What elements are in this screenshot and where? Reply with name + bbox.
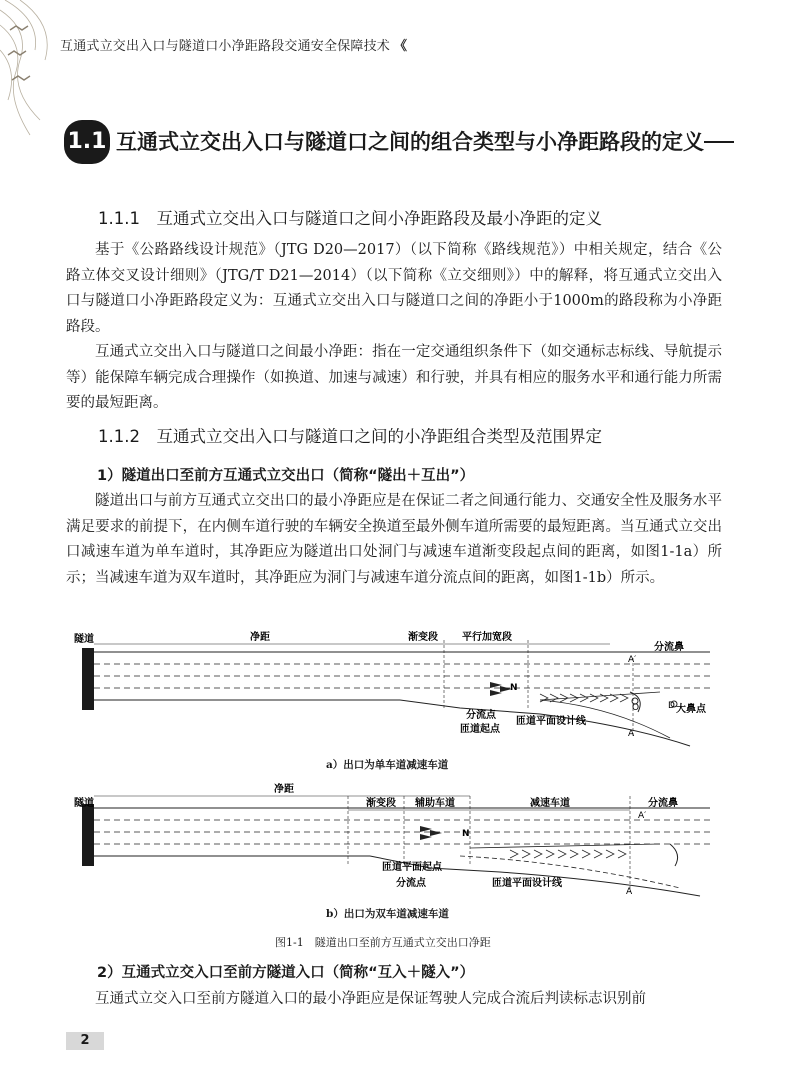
label-tunnel-a: 隧道 xyxy=(74,634,94,645)
label-ramp-line-b: 匝道平面设计线 xyxy=(492,878,562,889)
label-o-a: O xyxy=(632,703,640,713)
label-nose-b: 分流鼻 xyxy=(648,798,678,809)
label-taper-a: 渐变段 xyxy=(408,632,438,643)
label-aux-b: 辅助车道 xyxy=(415,798,455,809)
label-nose-a: 分流鼻 xyxy=(654,642,684,653)
label-taper-b: 渐变段 xyxy=(366,798,396,809)
label-a-a: A xyxy=(628,729,635,739)
paragraph-min-distance: 互通式立交出入口与隧道口之间最小净距：指在一定交通组织条件下（如交通标志标线、导航提示等）能保障车辆完成合理操作（如换道、加速与减速）和行驶，并具有相应的服务水平和通行能力所需要的最短距离。 xyxy=(66,344,722,411)
figure-1-1-caption: 图1-1 隧道出口至前方互通式立交出口净距 xyxy=(275,936,491,949)
paragraph-item-2: 互通式立交入口至前方隧道入口的最小净距应是保证驾驶人完成合流后判读标志识别前 xyxy=(95,991,646,1007)
label-tunnel-b: 隧道 xyxy=(74,798,94,809)
label-a-prime-a: A′ xyxy=(628,655,637,665)
subsection-heading-1-1-1: 1.1.1 互通式立交出入口与隧道口之间小净距路段及最小净距的定义 xyxy=(98,209,602,228)
figure-1-1a-caption: a）出口为单车道减速车道 xyxy=(326,759,449,771)
running-header xyxy=(60,35,407,54)
item-2-heading: 2）互通式立交入口至前方隧道入口（简称“互入＋隧入”） xyxy=(97,965,475,981)
label-diverge-point-b: 分流点 xyxy=(396,878,426,889)
label-clear-b: 净距 xyxy=(274,784,294,795)
paragraph-definition: 基于《公路路线设计规范》（JTG D20—2017）（以下简称《路线规范》）中相关规定，结合《公路立体交叉设计细则》（JTG/T D21—2014）（以下简称《立交细则》）中的解释，将互通式立交出入口与隧道口小净距路段定义为：互通式立交出入口与隧道口之间的净距小于1000m的路段称为小净距路段。 xyxy=(66,242,722,335)
label-big-nose-a: 大鼻点 xyxy=(676,704,706,715)
page-number: 2 xyxy=(66,1032,104,1050)
tunnel-portal-a xyxy=(82,648,94,710)
label-a-prime-b: A′ xyxy=(638,811,647,821)
label-d-a: D xyxy=(668,701,675,711)
label-parallel-a: 平行加宽段 xyxy=(462,632,512,643)
label-ramp-start-b: 匝道平面起点 xyxy=(382,862,442,873)
section-title: 互通式立交出入口与隧道口之间的组合类型与小净距路段的定义 xyxy=(116,129,704,154)
label-a-b: A xyxy=(626,887,633,897)
running-header-title: 互通式立交出入口与隧道口小净距路段交通安全保障技术 xyxy=(60,39,391,54)
figure-1-1a xyxy=(70,628,710,750)
label-ramp-line-a: 匝道平面设计线 xyxy=(516,716,586,727)
label-n-b: N xyxy=(462,829,470,839)
label-n-a: N xyxy=(510,683,518,693)
subsection-heading-1-1-2: 1.1.2 互通式立交出入口与隧道口之间的小净距组合类型及范围界定 xyxy=(98,427,602,446)
figure-1-1b xyxy=(70,782,710,900)
section-banner xyxy=(64,120,780,164)
label-diverge-point-a: 分流点 xyxy=(466,710,496,721)
paragraph-item-1: 隧道出口与前方互通式立交出口的最小净距应是在保证二者之间通行能力、交通安全性及服务水平满足要求的前提下，在内侧车道行驶的车辆安全换道至最外侧车道所需要的最短距离。当互通式立交出口减速车道为单车道时，其净距应为隧道出口处洞门与减速车道渐变段起点间的距离，如图1-1a）所示；当减速车道为双车道时，其净距应为洞门与减速车道分流点间的距离，如图1-1b）所示。 xyxy=(66,493,722,586)
section-number: 1.1 xyxy=(64,120,110,164)
figure-1-1b-caption: b）出口为双车道减速车道 xyxy=(326,908,449,920)
corner-decoration xyxy=(0,0,80,140)
header-arrows: 《 xyxy=(394,39,408,54)
tunnel-portal-b xyxy=(82,804,94,866)
label-ramp-start-a: 匝道起点 xyxy=(460,724,500,735)
label-decel-b: 减速车道 xyxy=(530,798,570,809)
section-rule xyxy=(704,141,734,143)
item-1-heading: 1）隧道出口至前方互通式立交出口（简称“隧出＋互出”） xyxy=(97,468,475,484)
label-clear-a: 净距 xyxy=(250,632,270,643)
